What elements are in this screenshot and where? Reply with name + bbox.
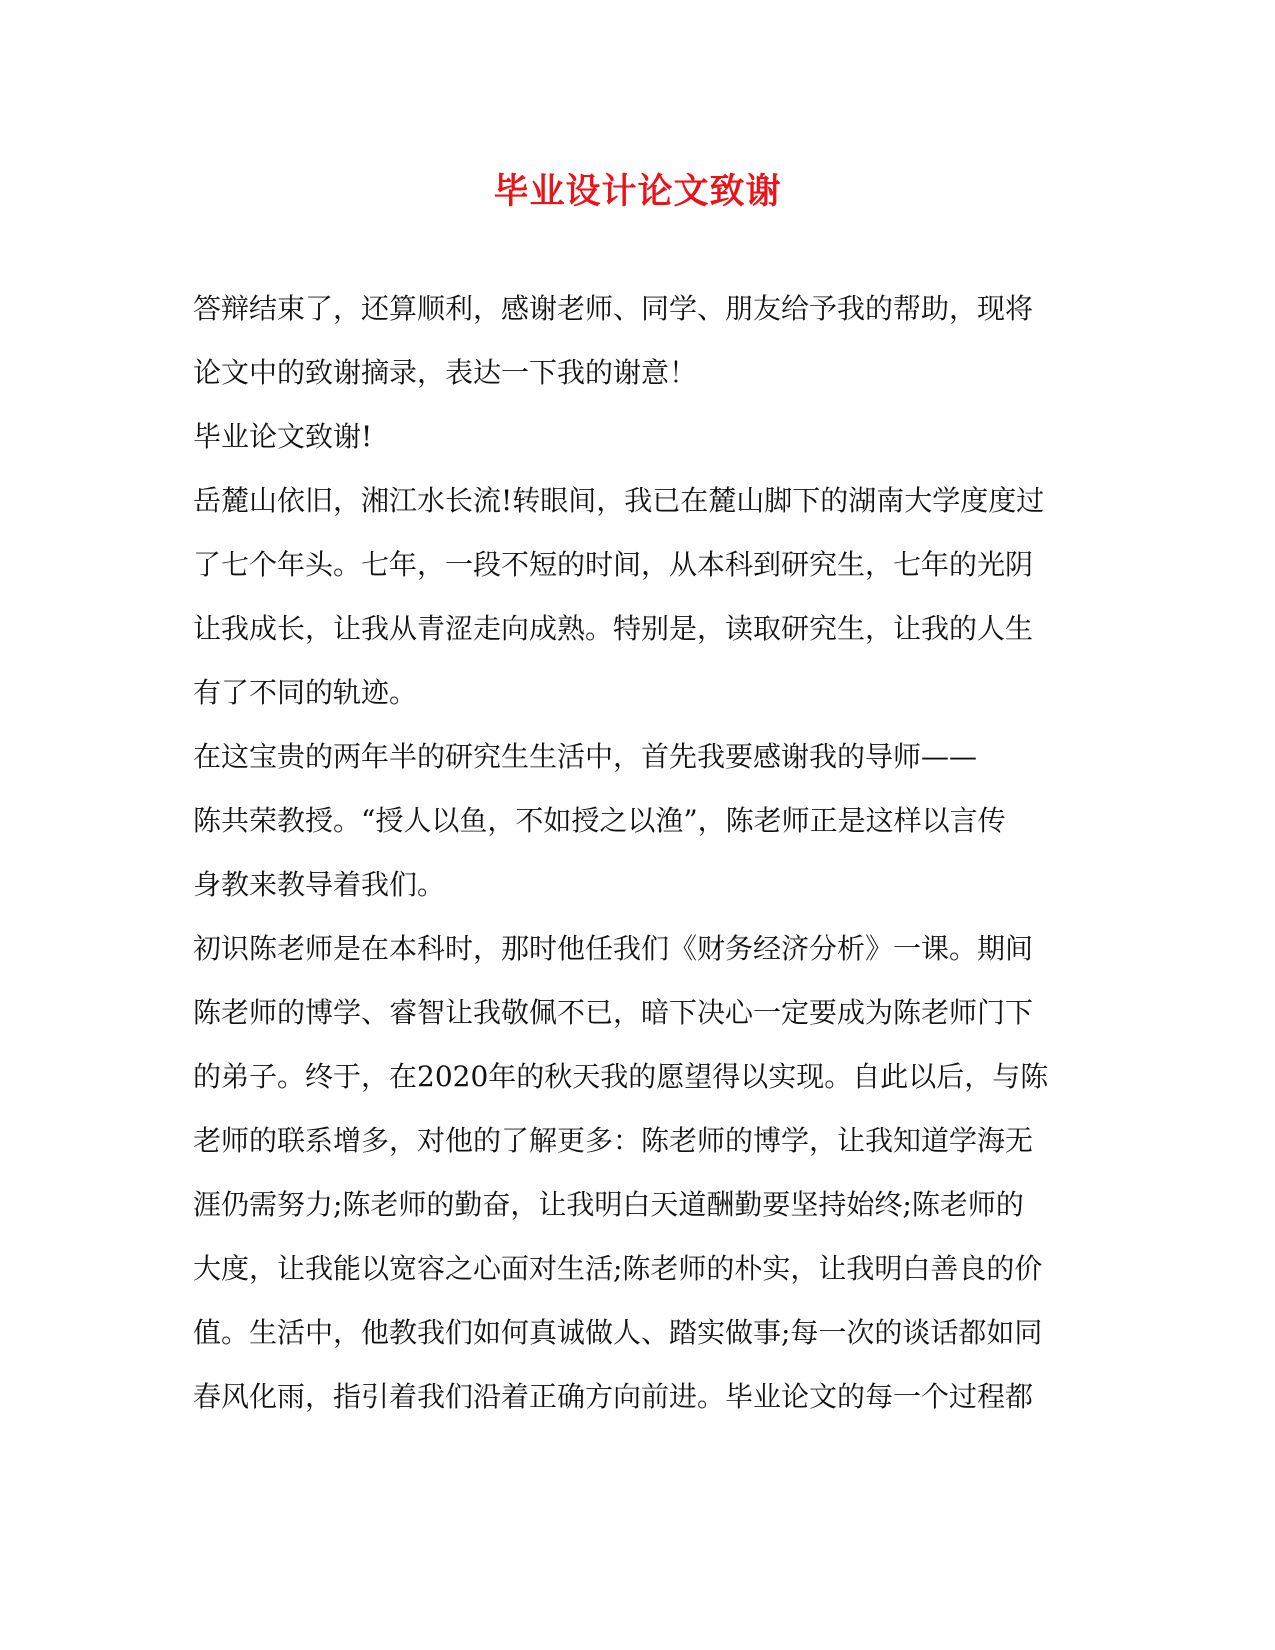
body-line: 岳麓山依旧，湘江水长流!转眼间，我已在麓山脚下的湖南大学度度过 bbox=[193, 484, 1045, 517]
body-line: 值。生活中，他教我们如何真诚做人、踏实做事;每一次的谈话都如同 bbox=[193, 1316, 1043, 1349]
body-line: 陈老师的博学、睿智让我敬佩不已，暗下决心一定要成为陈老师门下 bbox=[193, 996, 1034, 1029]
body-line: 答辩结束了，还算顺利，感谢老师、同学、朋友给予我的帮助，现将 bbox=[193, 292, 1034, 325]
body-line: 了七个年头。七年，一段不短的时间，从本科到研究生，七年的光阴 bbox=[193, 548, 1034, 581]
body-line: 让我成长，让我从青涩走向成熟。特别是，读取研究生，让我的人生 bbox=[193, 612, 1034, 645]
body-line: 在这宝贵的两年半的研究生生活中，首先我要感谢我的导师—— bbox=[193, 740, 978, 773]
body-line: 初识陈老师是在本科时，那时他任我们《财务经济分析》一课。期间 bbox=[193, 932, 1034, 965]
body-line: 春风化雨，指引着我们沿着正确方向前进。毕业论文的每一个过程都 bbox=[193, 1380, 1034, 1413]
body-line: 老师的联系增多，对他的了解更多：陈老师的博学，让我知道学海无 bbox=[193, 1124, 1034, 1157]
body-line: 毕业论文致谢! bbox=[193, 420, 373, 453]
body-line: 论文中的致谢摘录，表达一下我的谢意！ bbox=[193, 356, 698, 389]
body-line: 陈共荣教授。“授人以鱼，不如授之以渔”，陈老师正是这样以言传 bbox=[193, 804, 1006, 837]
body-line: 大度，让我能以宽容之心面对生活;陈老师的朴实，让我明白善良的价 bbox=[193, 1252, 1043, 1285]
body-line: 的弟子。终于，在2020年的秋天我的愿望得以实现。自此以后，与陈 bbox=[193, 1060, 1049, 1093]
document-title: 毕业设计论文致谢 bbox=[493, 171, 782, 212]
body-line: 涯仍需努力;陈老师的勤奋，让我明白天道酬勤要坚持始终;陈老师的 bbox=[193, 1188, 1024, 1221]
body-line: 身教来教导着我们。 bbox=[193, 868, 446, 901]
body-line: 有了不同的轨迹。 bbox=[193, 676, 418, 709]
document-body bbox=[193, 277, 1093, 1429]
